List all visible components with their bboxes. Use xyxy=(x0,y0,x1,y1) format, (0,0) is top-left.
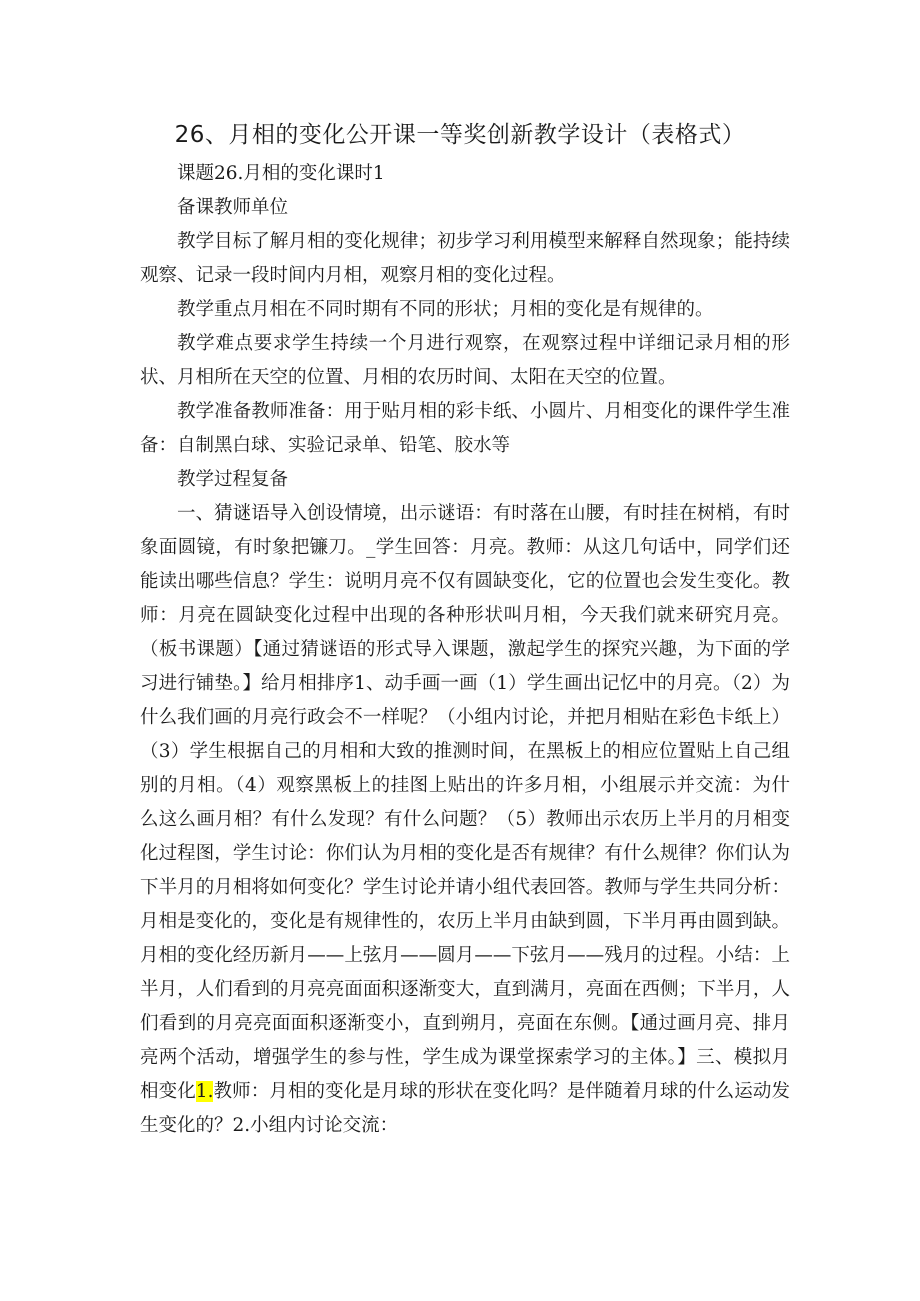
paragraph-teaching-process: 教学过程复备 xyxy=(177,469,289,490)
paragraph-teacher-unit: 备课教师单位 xyxy=(177,197,289,218)
main-text-part-1: 一、猜谜语导入创设情境，出示谜语：有时落在山腰，有时挂在树梢，有时象面圆镜，有时象把镰刀。_学生回答：月亮。教师：从这几句话中，同学们还能读出哪些信息？学生：说明月亮不仅有圆缺变化，它的位置也会发生变化。教师：月亮在圆缺变化过程中出现的各种形状叫月相，今天我们就来研究月亮。（板书课题）【通过猜谜语的形式导入课题，激起学生的探究兴趣，为下面的学习进行铺垫。】给月相排序1、动手画一画（1）学生画出记忆中的月亮。（2）为什么我们画的月亮行政会不一样呢？（小组内讨论，并把月相贴在彩色卡纸上）（3）学生根据自己的月相和大致的推测时间，在黑板上的相应位置贴上自己组别的月相。（4）观察黑板上的挂图上贴出的许多月相，小组展示并交流：为什么这么画月相？有什么发现？有什么问题？（5）教师出示农历上半月的月相变化过程图，学生讨论：你们认为月相的变化是否有规律？有什么规律？你们认为下半月的月相将如何变化？学生讨论并请小组代表回答。教师与学生共同分析：月相是变化的，变化是有规律性的，农历上半月由缺到圆，下半月再由圆到缺。月相的变化经历新月——上弦月——圆月——下弦月——残月的过程。小结：上半月，人们看到的月亮亮面面积逐渐变大，直到满月，亮面在西侧；下半月，人们看到的月亮亮面面积逐渐变小，直到朔月，亮面在东侧。【通过画月亮、排月亮两个活动，增强学生的参与性，学生成为课堂探索学习的主体。】三、模拟月相变化 xyxy=(140,503,790,1102)
paragraph-main-content xyxy=(140,497,790,1143)
paragraph-lesson-topic: 课题26.月相的变化课时1 xyxy=(177,163,385,184)
highlighted-text: 1. xyxy=(195,1081,214,1102)
main-text-part-2: 教师：月相的变化是月球的形状在变化吗？是伴随着月球的什么运动发生变化的？2.小组内讨论交流： xyxy=(140,1081,790,1136)
document-title: 26、月相的变化公开课一等奖创新教学设计（表格式） xyxy=(174,122,746,148)
paragraph-teaching-focus: 教学重点月相在不同时期有不同的形状；月相的变化是有规律的。 xyxy=(177,299,714,320)
paragraph-teaching-goals: 教学目标了解月相的变化规律；初步学习利用模型来解释自然现象；能持续观察、记录一段时间内月相，观察月相的变化过程。 xyxy=(140,231,790,286)
paragraph-teaching-preparation: 教学准备教师准备：用于贴月相的彩卡纸、小圆片、月相变化的课件学生准备：自制黑白球、实验记录单、铅笔、胶水等 xyxy=(140,401,790,456)
paragraph-teaching-difficulty: 教学难点要求学生持续一个月进行观察，在观察过程中详细记录月相的形状、月相所在天空的位置、月相的农历时间、太阳在天空的位置。 xyxy=(140,333,790,388)
document-body xyxy=(140,157,790,1143)
